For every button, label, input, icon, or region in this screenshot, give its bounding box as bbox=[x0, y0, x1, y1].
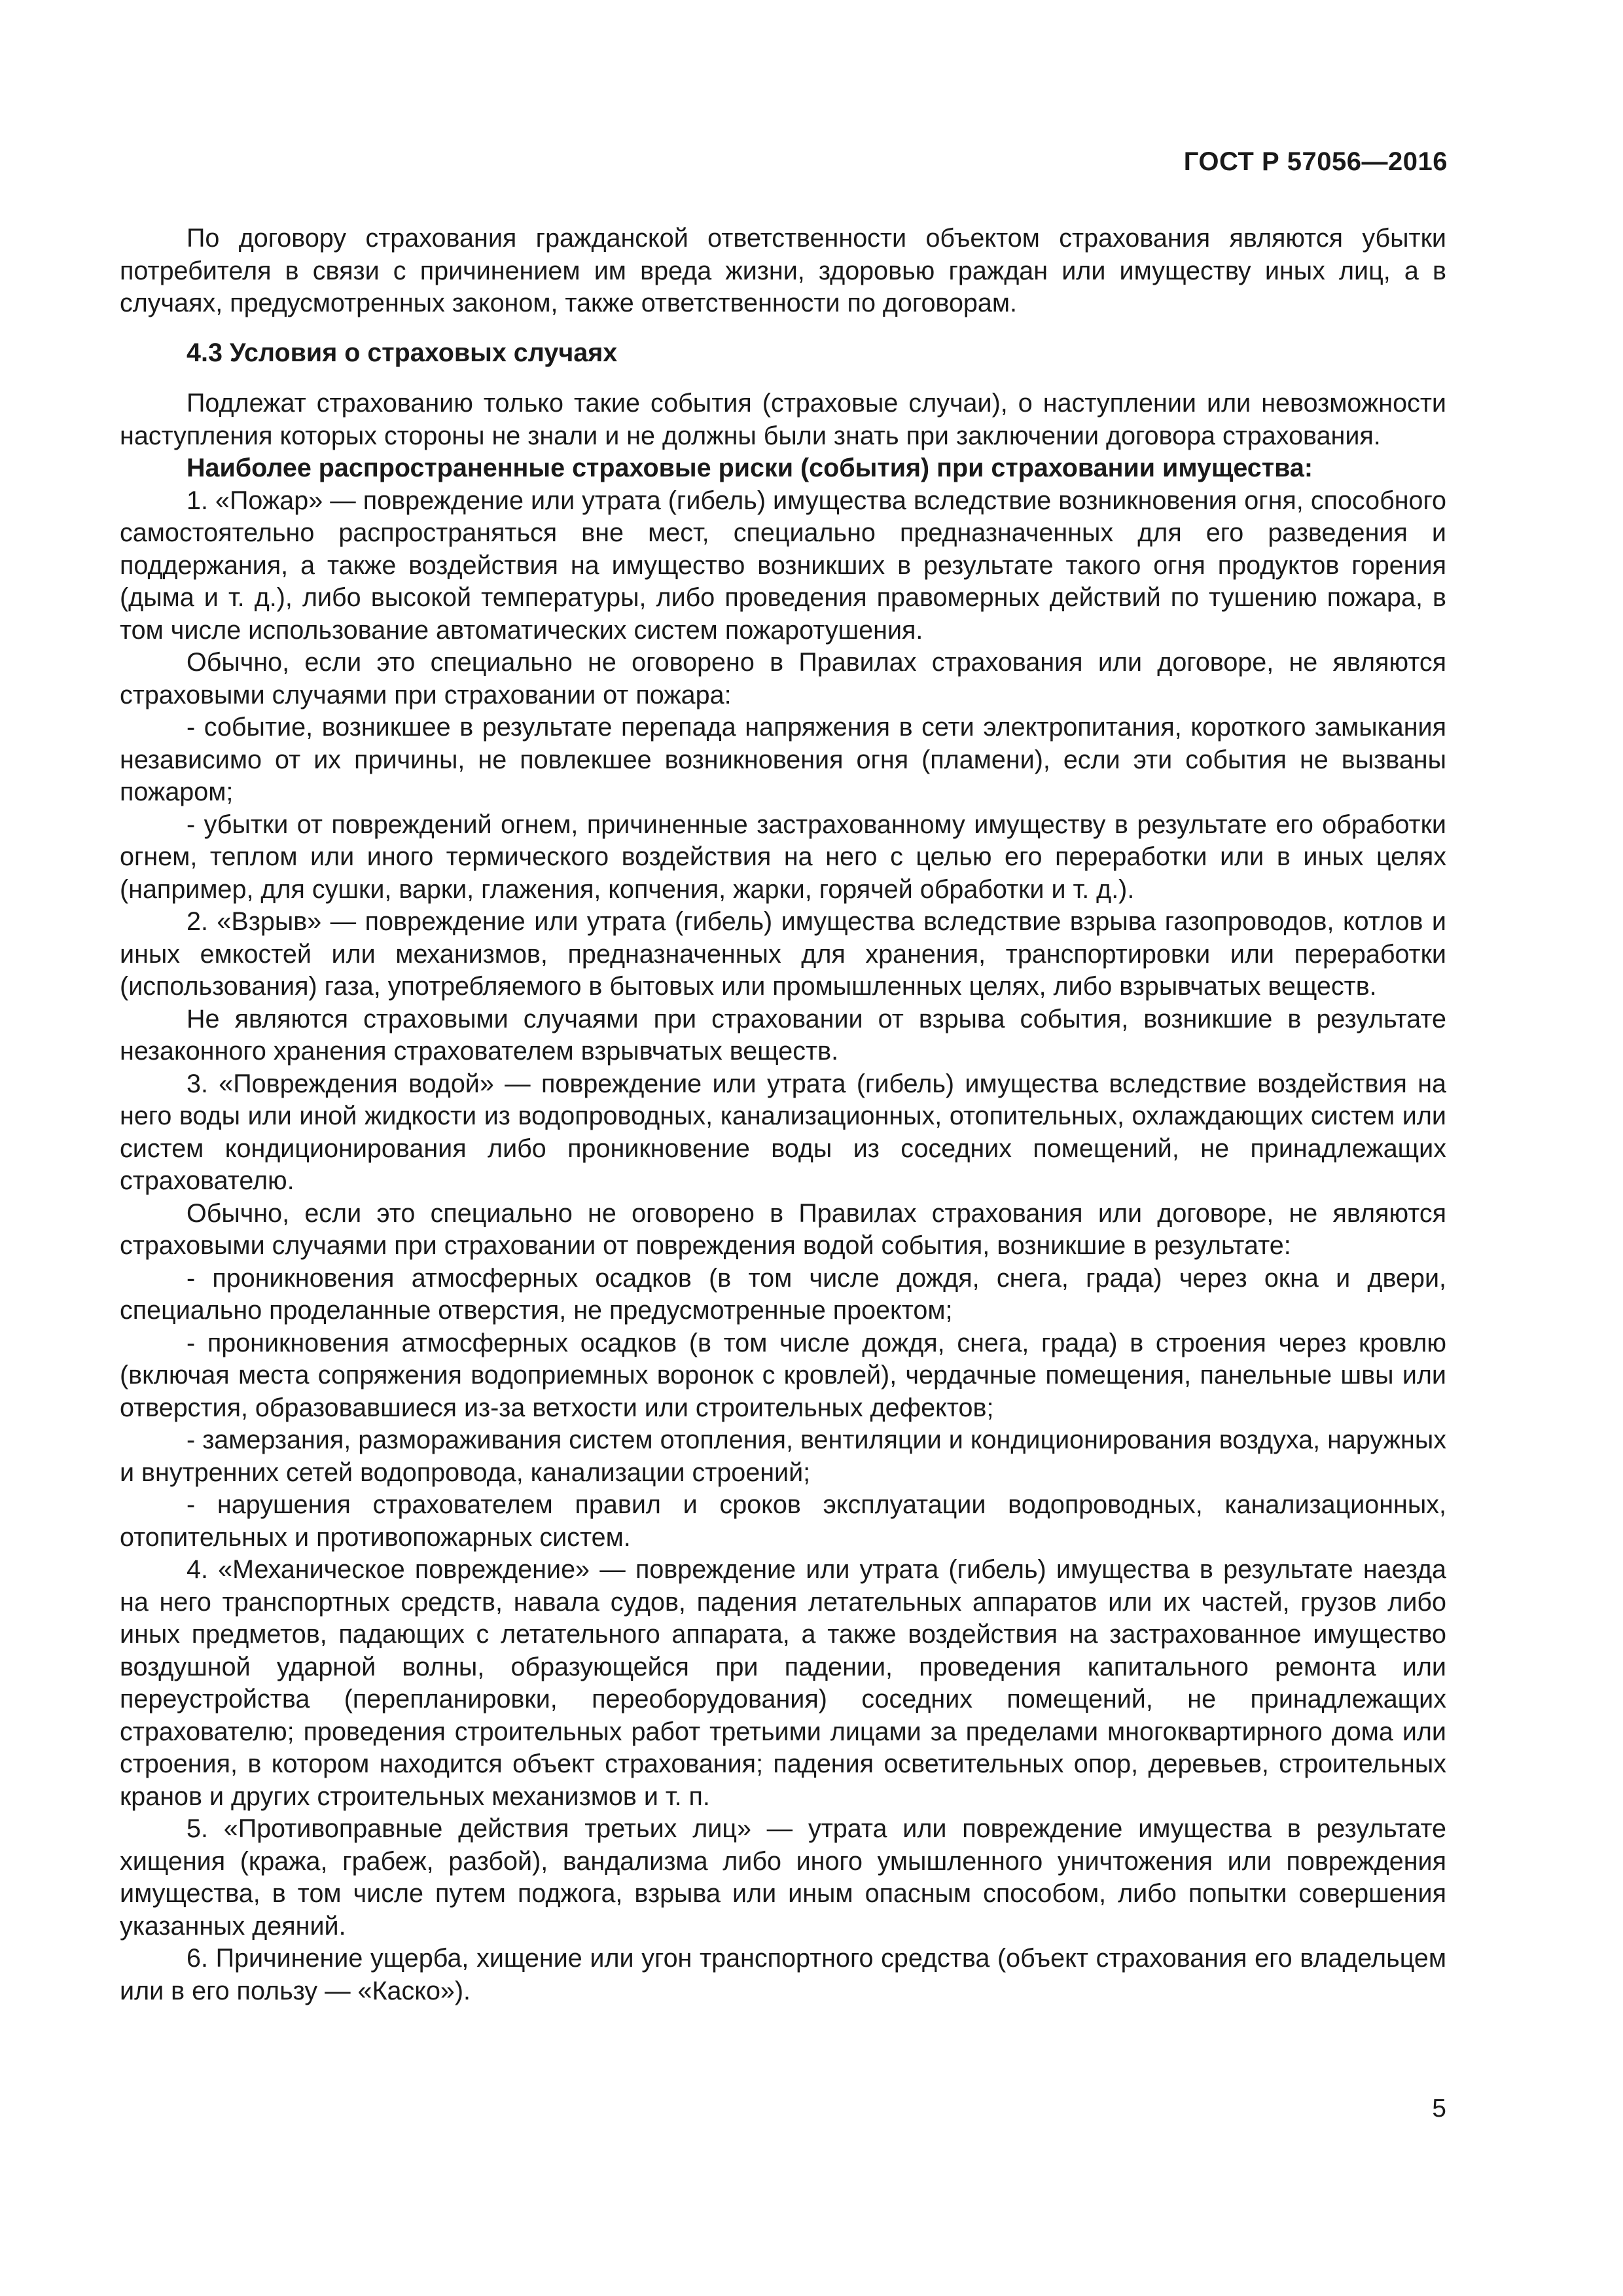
paragraph-risk-water-damage: 3. «Повреждения водой» — повреждение или утрата (гибель) имущества вследствие воздействия на него воды или иной жидкости из водопроводных, канализационных, отопительных, охлаждающих систем или систем кондиционирования либо проникновение воды из соседних помещений, не принадлежащих страхователю. bbox=[120, 1069, 1446, 1195]
list-item-fire-exclusion-processing: - убытки от повреждений огнем, причиненные застрахованному имуществу в результате его обработки огнем, теплом или иного термического воздействия на него с целью его переработки или в иных целях (например, для сушки, варки, глажения, копчения, жарки, горячей обработки и т. д.). bbox=[120, 810, 1446, 904]
list-item-fire-exclusion-voltage: - событие, возникшее в результате перепада напряжения в сети электропитания, короткого замыкания независимо от их причины, не повлекшее возникновения огня (пламени), если эти события не вызваны пожаром; bbox=[120, 713, 1446, 806]
list-item-water-exclusion-operation: - нарушения страхователем правил и сроков эксплуатации водопроводных, канализационных, отопительных и противопожарных систем. bbox=[120, 1490, 1446, 1552]
document-header: ГОСТ Р 57056—2016 bbox=[1183, 147, 1448, 176]
paragraph-risk-fire: 1. «Пожар» — повреждение или утрата (гибель) имущества вследствие возникновения огня, способного самостоятельно распространяться вне мест, специально предназначенных для его разведения и поддержания, а также воздействия на имущество возникших в результате такого огня продуктов горения (дыма и т. д.), либо высокой температуры, либо проведения правомерных действий по тушению пожара, в том числе использование автоматических систем пожаротушения. bbox=[120, 486, 1446, 645]
paragraph-risk-mechanical-damage: 4. «Механическое повреждение» — повреждение или утрата (гибель) имущества в результате наезда на него транспортных средств, навала судов, падения летательных аппаратов или их частей, грузов либо иных предметов, падающих с летательного аппарата, а также воздействия на застрахованное имущество воздушной ударной волны, образующейся при падении, проведения капитального ремонта или переустройства (перепланировки, переоборудования) соседних помещений, не принадлежащих страхователю; проведения строительных работ третьими лицами за пределами многоквартирного дома или строения, в котором находится объект страхования; падения осветительных опор, деревьев, строительных кранов и других строительных механизмов и т. п. bbox=[120, 1555, 1446, 1811]
paragraph-risk-explosion: 2. «Взрыв» — повреждение или утрата (гибель) имущества вследствие взрыва газопроводов, котлов и иных емкостей или механизмов, предназначенных для хранения, транспортировки или переработки (использования) газа, употребляемого в бытовых или промышленных целях, либо взрывчатых веществ. bbox=[120, 907, 1446, 1001]
paragraph-liability-object: По договору страхования гражданской ответственности объектом страхования являются убытки потребителя в связи с причинением им вреда жизни, здоровью граждан или имуществу иных лиц, а в случаях, предусмотренных законом, также ответственности по договорам. bbox=[120, 224, 1446, 317]
section-heading-4-3: 4.3 Условия о страховых случаях bbox=[187, 338, 618, 367]
list-item-water-exclusion-freezing: - замерзания, размораживания систем отопления, вентиляции и кондиционирования воздуха, наружных и внутренних сетей водопровода, канализации строений; bbox=[120, 1426, 1446, 1487]
paragraph-water-exclusions-intro: Обычно, если это специально не оговорено в Правилах страхования или договоре, не являются страховыми случаями при страховании от повреждения водой события, возникшие в результате: bbox=[120, 1198, 1446, 1260]
document-body bbox=[120, 223, 1446, 2007]
paragraph-insured-events: Подлежат страхованию только такие события (страховые случаи), о наступлении или невозможности наступления которых стороны не знали и не должны были знать при заключении договора страхования. bbox=[120, 389, 1446, 450]
paragraph-risk-vehicle-kasko: 6. Причинение ущерба, хищение или угон транспортного средства (объект страхования его владельцем или в его пользу — «Каско»). bbox=[120, 1944, 1446, 2005]
page-number: 5 bbox=[1432, 2094, 1446, 2123]
paragraph-fire-exclusions-intro: Обычно, если это специально не оговорено в Правилах страхования или договоре, не являются страховыми случаями при страховании от пожара: bbox=[120, 648, 1446, 709]
paragraph-common-risks-heading: Наиболее распространенные страховые риски (события) при страховании имущества: bbox=[187, 454, 1313, 482]
list-item-water-exclusion-roof: - проникновения атмосферных осадков (в том числе дождя, снега, града) в строения через кровлю (включая места сопряжения водоприемных воронок с кровлей), чердачные помещения, панельные швы или отверстия, образовавшиеся из-за ветхости или строительных дефектов; bbox=[120, 1328, 1446, 1422]
paragraph-explosion-exclusion: Не являются страховыми случаями при страховании от взрыва события, возникшие в результате незаконного хранения страхователем взрывчатых веществ. bbox=[120, 1004, 1446, 1066]
list-item-water-exclusion-windows: - проникновения атмосферных осадков (в том числе дождя, снега, града) через окна и двери, специально проделанные отверстия, не предусмотренные проектом; bbox=[120, 1263, 1446, 1325]
paragraph-risk-third-party-actions: 5. «Противоправные действия третьих лиц» — утрата или повреждение имущества в результате хищения (кража, грабеж, разбой), вандализма либо иного умышленного уничтожения или повреждения имущества, в том числе путем поджога, взрыва или иным опасным способом, либо попытки совершения указанных деяний. bbox=[120, 1814, 1446, 1941]
